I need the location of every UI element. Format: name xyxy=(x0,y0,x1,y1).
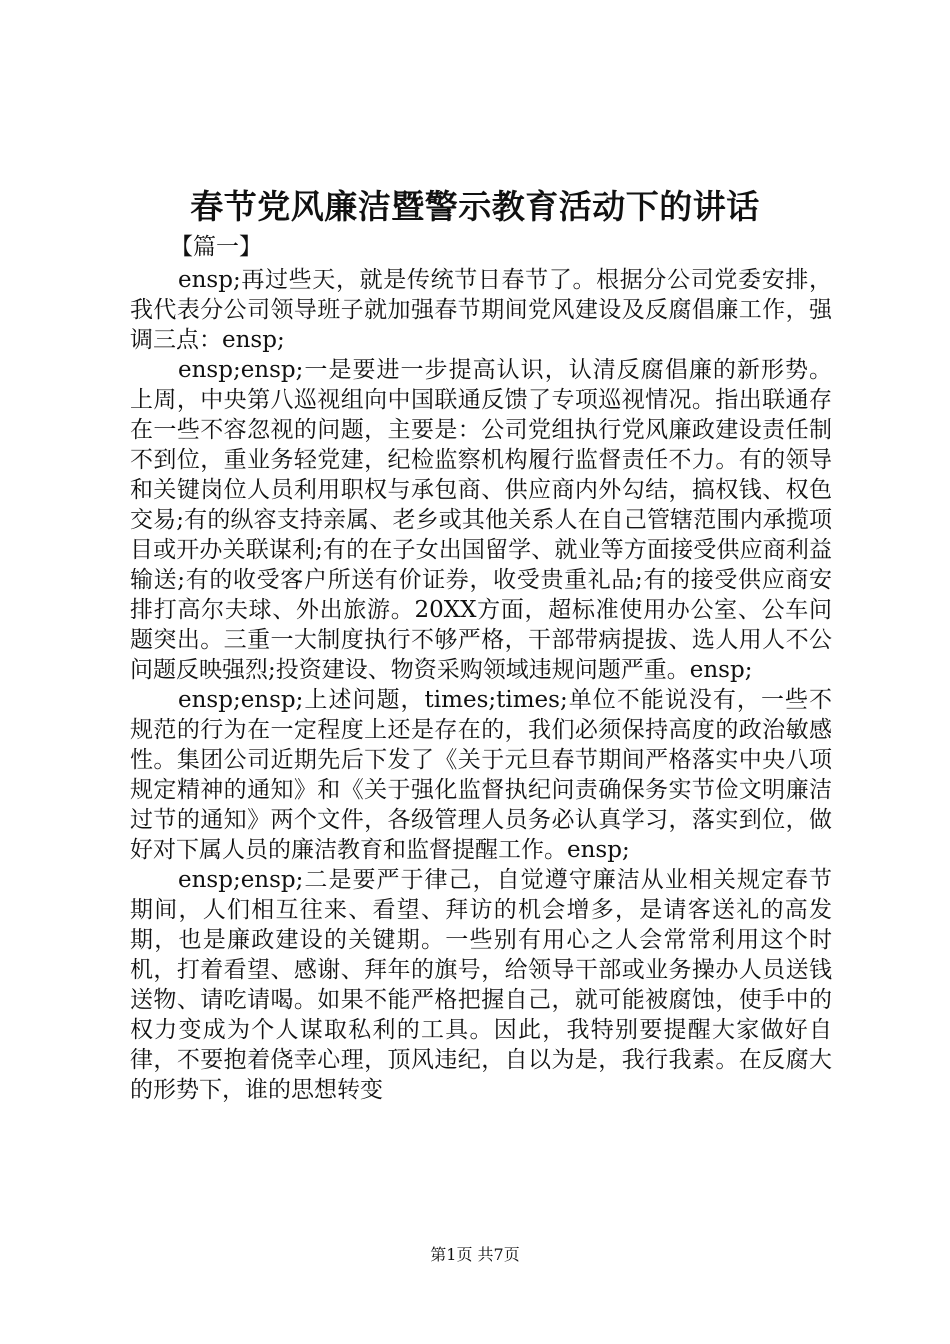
page-footer: 第1页 共7页 xyxy=(430,1245,520,1264)
paragraph: ensp;ensp;上述问题，times;times;单位不能说没有，一些不规范的行为在一定程度上还是存在的，我们必须保持高度的政治敏感性。集团公司近期先后下发了《关于元旦春节期间严格落实中央八项规定精神的通知》和《关于强化监督执纪问责确保务实节俭文明廉洁过节的通知》两个文件，各级管理人员务必认真学习，落实到位，做好对下属人员的廉洁教育和监督提醒工作。ensp; xyxy=(130,687,832,863)
document-title: 春节党风廉洁暨警示教育活动下的讲话 xyxy=(190,187,760,226)
paragraph: ensp;ensp;二是要严于律己，自觉遵守廉洁从业相关规定春节期间，人们相互往来、看望、拜访的机会增多，是请客送礼的高发期，也是廉政建设的关键期。一些别有用心之人会常常利用这个时机，打着看望、感谢、拜年的旗号，给领导干部或业务操办人员送钱送物、请吃请喝。如果不能严格把握自己，就可能被腐蚀，使手中的权力变成为个人谋取私利的工具。因此，我特别要提醒大家做好自律，不要抱着侥幸心理，顶风违纪，自以为是，我行我素。在反腐大的形势下，谁的思想转变 xyxy=(130,867,832,1103)
section-label: 【篇一】 xyxy=(170,234,262,260)
document-body xyxy=(130,265,832,1105)
paragraph: ensp;再过些天，就是传统节日春节了。根据分公司党委安排，我代表分公司领导班子就加强春节期间党风建设及反腐倡廉工作，强调三点：ensp; xyxy=(130,267,832,353)
paragraph: ensp;ensp;一是要进一步提高认识，认清反腐倡廉的新形势。上周，中央第八巡视组向中国联通反馈了专项巡视情况。指出联通存在一些不容忽视的问题，主要是：公司党组执行党风廉政建设责任制不到位，重业务轻党建，纪检监察机构履行监督责任不力。有的领导和关键岗位人员利用职权与承包商、供应商内外勾结，搞权钱、权色交易;有的纵容支持亲属、老乡或其他关系人在自己管辖范围内承揽项目或开办关联谋利;有的在子女出国留学、就业等方面接受供应商利益输送;有的收受客户所送有价证券，收受贵重礼品;有的接受供应商安排打高尔夫球、外出旅游。20XX方面，超标准使用办公室、公车问题突出。三重一大制度执行不够严格，干部带病提拔、选人用人不公问题反映强烈;投资建设、物资采购领域违规问题严重。ensp; xyxy=(130,357,832,683)
